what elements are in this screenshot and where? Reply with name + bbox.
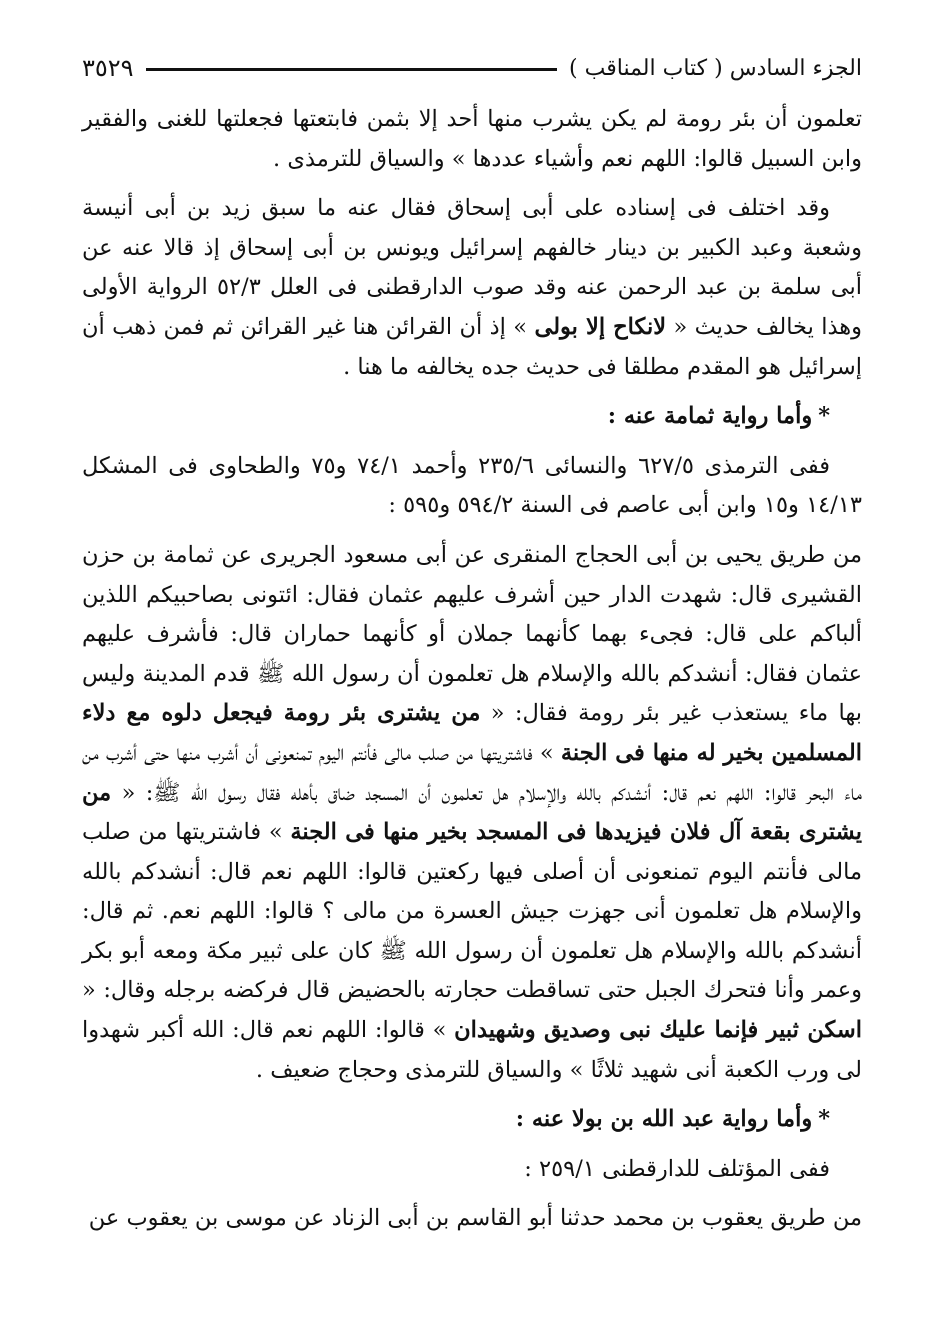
body-paragraph bbox=[82, 100, 862, 179]
page-number: ٣٥٢٩ bbox=[82, 54, 134, 82]
hadith-quote: لانكاح إلا بولى bbox=[534, 313, 667, 340]
text-segment: ففى الترمذى ٦٢٧/٥ والنسائى ٢٣٥/٦ وأحمد ٧٤/١ و٧٥ والطحاوى فى المشكل ١٤/١٣ و١٥ وابن أبى عاصم فى السنة ٥٩٤/٢ و٥٩٥ : bbox=[82, 452, 862, 519]
text-segment: وقد اختلف فى إسناده على أبى إسحاق فقال عنه ما سبق زيد بن أبى أنيسة وشعبة وعبد الكبير بن دينار خالفهم إسرائيل ويونس بن أبى إسحاق إذ قالا عنه عن أبى سلمة بن عبد الرحمن عنه وقد صوب الدارقطنى فى العلل ٥٢/٣ الرواية الأولى وهذا يخالف حديث « bbox=[82, 195, 863, 340]
section-heading bbox=[82, 1100, 862, 1140]
hadith-quote: من يشترى بقعة آل فلان فيزيدها فى المسجد بخير منها فى الجنة bbox=[82, 779, 862, 846]
heading-text: وأما رواية عبد الله بن بولا عنه : bbox=[515, 1106, 813, 1133]
text-segment: » فاشتريتها من صلب مالى فأنتم اليوم تمنعونى أن أصلى فيها ركعتين قالوا: اللهم نعم قال: أنشدكم بالله والإسلام هل تعلمون أنى جهزت جيش العسرة من مالى ؟ قالوا: اللهم نعم. ثم قال: أنشدكم بالله والإسلام هل تعلمون أن رسول الله ﷺ كان على ثبير مكة ومعه أبو بكر وعمر وأنا فتحرك الجبل حتى تساقطت حجارته بالحضيض قال فركضه برجله وقال: « bbox=[82, 819, 862, 1004]
text-segment: » قالوا: اللهم نعم قال: الله أكبر شهدوا لى ورب الكعبة أنى شهيد ثلاثًا » والسياق للترمذى وحجاج ضعيف . bbox=[82, 1017, 862, 1083]
text-segment: من طريق يعقوب بن محمد حدثنا أبو القاسم بن أبى الزناد عن موسى بن يعقوب عن bbox=[88, 1205, 862, 1232]
running-title: الجزء السادس ( كتاب المناقب ) bbox=[569, 55, 862, 81]
text-segment: تعلمون أن بئر رومة لم يكن يشرب منها أحد إلا بثمن فابتعتها فجعلتها للغنى والفقير وابن السبيل قالوا: اللهم نعم وأشياء عددها » والسياق للترمذى . bbox=[82, 106, 862, 172]
text-segment: ففى المؤتلف للدارقطنى ٢٥٩/١ : bbox=[524, 1155, 830, 1182]
hadith-quote: اسكن ثبير فإنما عليك نبى وصديق وشهيدان bbox=[454, 1017, 863, 1044]
asterisk-marker: * bbox=[818, 403, 830, 430]
page-body bbox=[82, 100, 862, 1239]
body-paragraph bbox=[82, 536, 862, 1090]
body-paragraph bbox=[82, 189, 862, 387]
hadith-quote: من يشترى بئر رومة فيجعل دلوه مع دلاء المسلمين بخير له منها فى الجنة bbox=[82, 700, 862, 766]
header-rule bbox=[146, 68, 557, 71]
asterisk-marker: * bbox=[818, 1106, 830, 1133]
text-segment: من طريق يحيى بن أبى الحجاج المنقرى عن أبى مسعود الجريرى عن ثمامة بن حزن القشيرى قال: شهدت الدار حين أشرف عليهم عثمان فقال: ائتونى بصاحبيكم اللذين ألباكم على قال: فجىء بهما كأنهما جملان أو كأنهما حماران قال: فأشرف عليهم عثمان فقال: أنشدكم بالله والإسلام هل تعلمون أن رسول الله ﷺ قدم المدينة وليس بها ماء يستعذب غير بئر رومة فقال: « bbox=[82, 541, 862, 727]
text-segment: » إذ أن القرائن هنا غير القرائن ثم فمن ذهب أن إسرائيل هو المقدم مطلقا فى حديث جده يخالفه ما هنا . bbox=[82, 313, 862, 380]
heading-text: وأما رواية ثمامة عنه : bbox=[607, 403, 813, 430]
body-paragraph bbox=[82, 447, 862, 526]
section-heading bbox=[82, 397, 862, 437]
body-paragraph bbox=[82, 1199, 862, 1239]
body-paragraph bbox=[82, 1150, 862, 1190]
running-header bbox=[82, 48, 862, 88]
text-segment: » فاشتريتها من صلب مالى فأنتم اليوم تمنعونى أن أشرب منها حتى أشرب من ماء البحر قالوا: اللهم نعم قال: أنشدكم بالله والإسلام هل تعلمون أن المسجد ضاق بأهله فقال رسول الله ﷺ: « bbox=[82, 739, 862, 806]
